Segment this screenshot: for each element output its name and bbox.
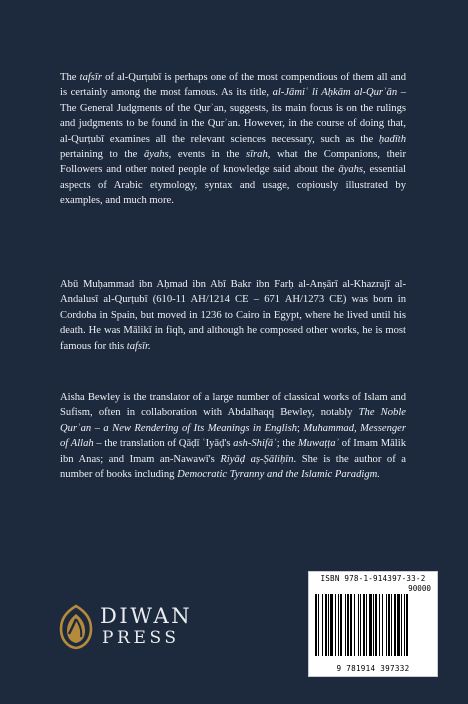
barcode-bars: [315, 594, 433, 656]
barcode-bar: [330, 594, 333, 656]
text-segment: – The General Judgments of the Qurʾan, suggests, its main focus is on the rulings and judgments to be found in the Qurʾan. However, in the course of doing that, al-Qurṭubī examines all the relevant sciences necessary, such as the: [60, 87, 406, 145]
barcode-bar: [382, 594, 383, 656]
italic-text-segment: āyahs: [143, 149, 169, 161]
italic-text-segment: āyahs: [338, 164, 364, 176]
publisher-name-line2: PRESS: [102, 628, 180, 648]
barcode-bar: [391, 594, 392, 656]
barcode-bar: [388, 594, 390, 656]
text-segment: The: [60, 72, 80, 83]
text-segment: . She is the author of a number of books including: [60, 453, 407, 481]
text-segment: , essential aspects of Arabic etymology, syntax and usage, copiously illustrated by examples, and much more.: [60, 164, 406, 207]
text-segment: ; the: [276, 438, 298, 450]
barcode-bar: [325, 594, 327, 656]
italic-text-segment: al-Jāmiʿ li Aḥkām al-Qurʾān: [272, 87, 398, 99]
barcode-bar: [369, 594, 372, 656]
barcode-bar: [375, 594, 377, 656]
barcode-bar: [363, 594, 365, 656]
italic-text-segment: ḥadīth: [378, 133, 406, 145]
barcode-bar: [354, 594, 355, 656]
text-segment: – the translation of Qāḍī ʿIyāḍ's: [93, 438, 234, 450]
translator-bio-paragraph: [60, 390, 406, 482]
barcode-bar: [404, 594, 405, 656]
text-segment: pertaining to the: [60, 149, 144, 161]
isbn-barcode: [308, 571, 438, 677]
barcode-bar: [401, 594, 402, 656]
barcode-bar: [379, 594, 380, 656]
italic-text-segment: Riyāḍ aṣ-Ṣāliḥīn: [220, 453, 294, 465]
barcode-bar: [328, 594, 329, 656]
text-segment: of Imam Mālik ibn Anas; and Imam an-Nawawī's: [60, 438, 406, 465]
barcode-bar: [315, 594, 317, 656]
barcode-bar: [345, 594, 346, 656]
barcode-bar: [358, 594, 359, 656]
text-segment: of al-Qurṭubī is perhaps one of the most compendious of them all and is certainly among the most famous. As its title,: [60, 72, 406, 99]
barcode-bar: [350, 594, 352, 656]
barcode-bar: [338, 594, 339, 656]
italic-text-segment: The Noble Qurʾan – a New Rendering of Its Meanings in English: [60, 407, 406, 434]
italic-text-segment: Democratic Tyranny and the Islamic Paradigm.: [177, 469, 380, 481]
blurb-paragraph-tafsir: [60, 70, 406, 209]
italic-text-segment: ash-Shifāʾ: [233, 438, 277, 450]
price-code: 90000: [408, 584, 431, 593]
barcode-bar: [340, 594, 342, 656]
text-segment: , what the Companions, their Followers and other noted people of knowledge said about the: [60, 149, 406, 176]
barcode-bar: [366, 594, 367, 656]
barcode-bar: [318, 594, 319, 656]
barcode-bar: [360, 594, 361, 656]
barcode-bar: [373, 594, 374, 656]
barcode-bar: [322, 594, 323, 656]
italic-text-segment: tafsīr: [79, 72, 102, 83]
barcode-bar: [347, 594, 349, 656]
barcode-bar: [335, 594, 336, 656]
diwan-press-emblem-icon: [58, 604, 94, 655]
text-segment: , events in the: [168, 149, 246, 161]
italic-text-segment: Muhammad, Messenger of Allah: [60, 422, 406, 450]
italic-text-segment: tafsīr.: [126, 340, 151, 352]
italic-text-segment: Muwaṭṭaʾ: [297, 438, 340, 450]
text-segment: ;: [297, 422, 304, 434]
barcode-bar: [397, 594, 400, 656]
barcode-bar: [386, 594, 387, 656]
text-segment: Aisha Bewley is the translator of a large number of classical works of Islam and Sufism, often in collaboration with Abdalhaqq Bewley, notably: [60, 392, 406, 419]
publisher-name-line1: DIWAN: [100, 604, 193, 628]
text-segment: Abū Muḥammad ibn Aḥmad ibn Abī Bakr ibn Farḥ al-Anṣārī al-Khazrajī al-Andalusī al-Qurṭubī (610-11 AH/1214 CE – 671 AH/1273 CE) was born in Cordoba in Spain, but moved in 1236 to Cairo in Egypt, where he lived until his death. He was Mālikī in fiqh, and although he composed other works, he is most famous for this: [60, 279, 406, 352]
barcode-bar: [406, 594, 408, 656]
isbn-label: ISBN 978-1-914397-33-2: [320, 574, 426, 583]
ean-digits: 9 781914 397332: [336, 664, 410, 673]
italic-text-segment: sīrah: [245, 149, 268, 161]
barcode-bar: [394, 594, 396, 656]
author-bio-paragraph: [60, 277, 406, 354]
